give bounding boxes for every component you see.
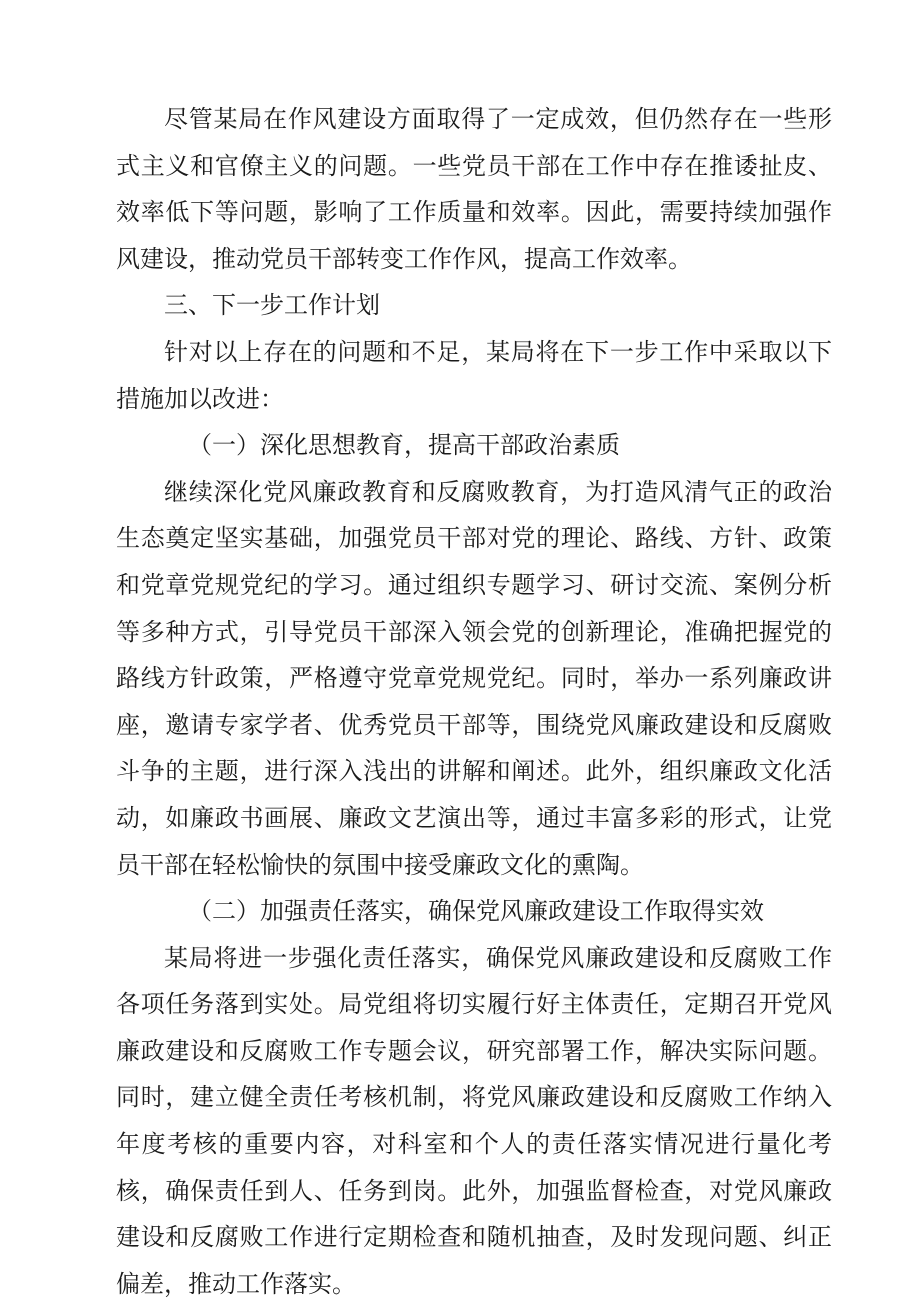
paragraph-style-issues: 尽管某局在作风建设方面取得了一定成效，但仍然存在一些形式主义和官僚主义的问题。一些党员干部在工作中存在推诿扯皮、效率低下等问题，影响了工作质量和效率。因此，需要持续加强作风建设，推动党员干部转变工作作风，提高工作效率。 (116, 105, 832, 273)
paragraph-responsibility: 某局将进一步强化责任落实，确保党风廉政建设和反腐败工作各项任务落到实处。局党组将切实履行好主体责任，定期召开党风廉政建设和反腐败工作专题会议，研究部署工作，解决实际问题。同时，建立健全责任考核机制，将党风廉政建设和反腐败工作纳入年度考核的重要内容，对科室和个人的责任落实情况进行量化考核，确保责任到人、任务到岗。此外，加强监督检查，对党风廉政建设和反腐败工作进行定期检查和随机抽查，及时发现问题、纠正偏差，推动工作落实。 (116, 943, 832, 1298)
document-page (116, 96, 832, 1307)
subsection-heading-education: （一）深化思想教育，提高干部政治素质 (188, 431, 620, 460)
paragraph-improvement-intro: 针对以上存在的问题和不足，某局将在下一步工作中采取以下措施加以改进： (116, 337, 832, 413)
paragraph-education: 继续深化党风廉政教育和反腐败教育，为打造风清气正的政治生态奠定坚实基础，加强党员干部对党的理论、路线、方针、政策和党章党规党纪的学习。通过组织专题学习、研讨交流、案例分析等多种方式，引导党员干部深入领会党的创新理论，准确把握党的路线方针政策，严格遵守党章党规党纪。同时，举办一系列廉政讲座，邀请专家学者、优秀党员干部等，围绕党风廉政建设和反腐败斗争的主题，进行深入浅出的讲解和阐述。此外，组织廉政文化活动，如廉政书画展、廉政文艺演出等，通过丰富多彩的形式，让党员干部在轻松愉快的氛围中接受廉政文化的熏陶。 (116, 477, 832, 879)
section-heading-next-plan: 三、下一步工作计划 (164, 291, 380, 320)
subsection-heading-responsibility: （二）加强责任落实，确保党风廉政建设工作取得实效 (188, 897, 764, 926)
